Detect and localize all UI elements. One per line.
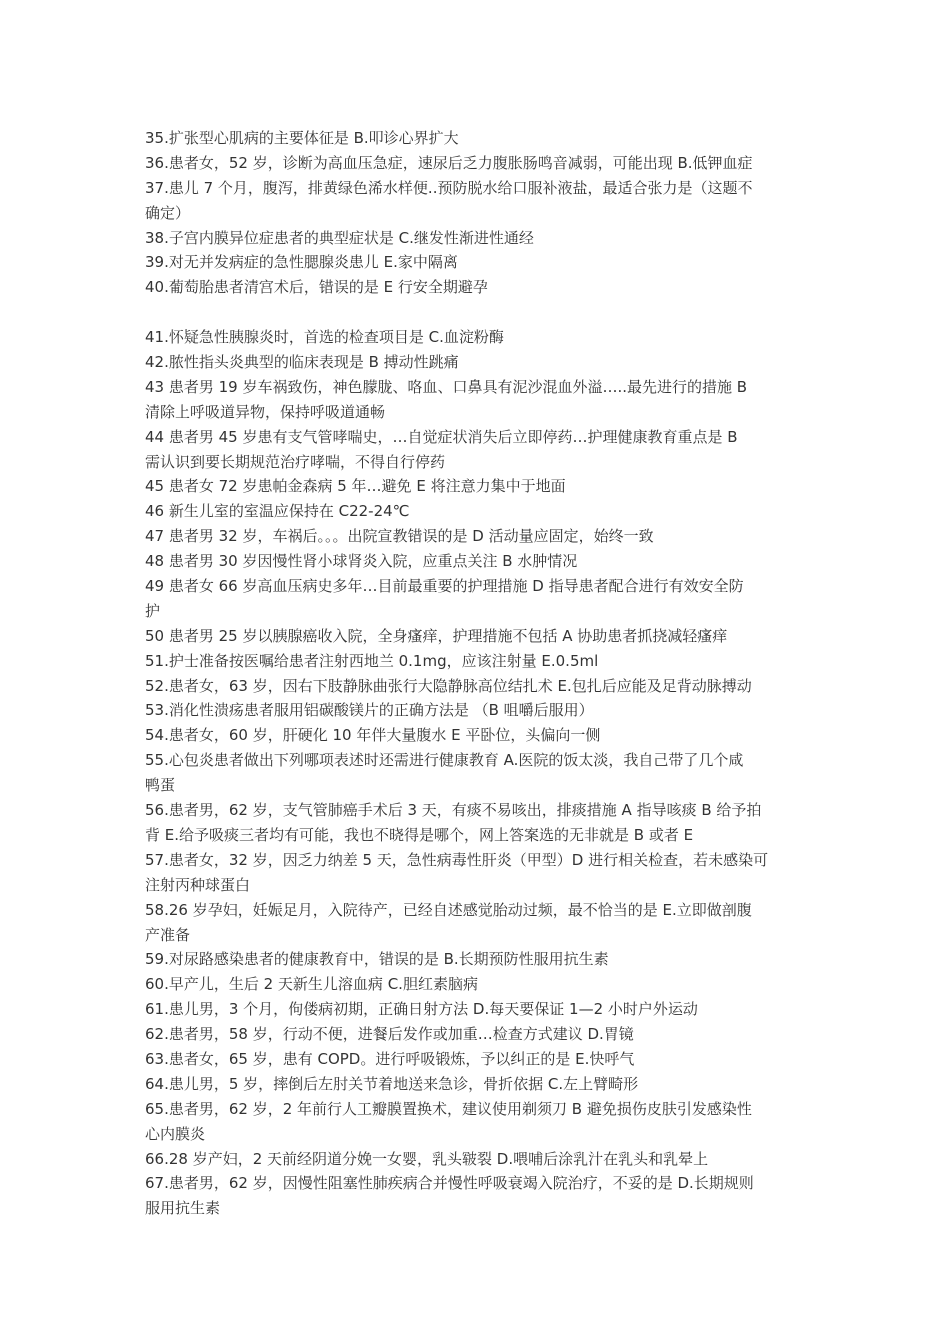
text-line: 59.对尿路感染患者的健康教育中，错误的是 B.长期预防性服用抗生素: [145, 950, 609, 969]
text-line: 66.28 岁产妇，2 天前经阴道分娩一女婴，乳头皲裂 D.喂哺后涂乳汁在乳头和乳晕上: [145, 1149, 709, 1168]
text-line: 58.26 岁孕妇，妊娠足月，入院待产，已经自述感觉胎动过频，最不恰当的是 E.立即做剖腹: [145, 900, 752, 919]
text-line: 36.患者女，52 岁，诊断为高血压急症，速尿后乏力腹胀肠鸣音减弱，可能出现 B.低钾血症: [145, 153, 753, 172]
text-line: 60.早产儿，生后 2 天新生儿溶血病 C.胆红素脑病: [145, 975, 478, 994]
text-line: 35.扩张型心肌病的主要体征是 B.叩诊心界扩大: [145, 129, 459, 147]
text-line: 鸭蛋: [145, 776, 176, 795]
text-line: 确定）: [145, 203, 191, 222]
text-line: 38.子宫内膜异位症患者的典型症状是 C.继发性渐进性通经: [145, 228, 534, 247]
text-line: 57.患者女，32 岁，因乏力纳差 5 天，急性病毒性肝炎（甲型）D 进行相关检查，若未感染可: [145, 850, 769, 869]
text-line: 61.患儿男，3 个月，佝偻病初期，正确日射方法 D.每天要保证 1—2 小时户外运动: [145, 1000, 698, 1019]
text-line: 63.患者女，65 岁，患有 COPD。进行呼吸锻炼，予以纠正的是 E.快呼气: [145, 1049, 635, 1068]
text-line: 42.脓性指头炎典型的临床表现是 B 搏动性跳痛: [145, 353, 459, 372]
text-line: 55.心包炎患者做出下列哪项表述时还需进行健康教育 A.医院的饭太淡，我自己带了几个咸: [145, 751, 744, 770]
text-line: 需认识到要长期规范治疗哮喘，不得自行停药: [145, 452, 446, 471]
text-line: 41.怀疑急性胰腺炎时，首选的检查项目是 C.血淀粉酶: [145, 328, 504, 347]
text-line: 64.患儿男，5 岁，摔倒后左肘关节着地送来急诊，骨折依据 C.左上臂畸形: [145, 1074, 639, 1093]
text-line: 67.患者男，62 岁，因慢性阻塞性肺疾病合并慢性呼吸衰竭入院治疗，不妥的是 D.长期规则: [145, 1174, 754, 1193]
text-line: 47 患者男 32 岁，车祸后。。。出院宣教错误的是 D 活动量应固定，始终一致: [145, 527, 654, 546]
text-line: 45 患者女 72 岁患帕金森病 5 年…避免 E 将注意力集中于地面: [145, 477, 566, 496]
text-line: 51.护士准备按医嘱给患者注射西地兰 0.1mg，应该注射量 E.0.5ml: [145, 651, 599, 670]
text-line: 56.患者男，62 岁，支气管肺癌手术后 3 天，有痰不易咳出，排痰措施 A 指导咳痰 B 给予拍: [145, 801, 762, 820]
text-line: 清除上呼吸道异物，保持呼吸道通畅: [145, 402, 386, 421]
text-line: 44 患者男 45 岁患有支气管哮喘史，…自觉症状消失后立即停药…护理健康教育重点是 B: [145, 427, 738, 446]
text-line: 40.葡萄胎患者清宫术后，错误的是 E 行安全期避孕: [145, 278, 488, 297]
text-line: 46 新生儿室的室温应保持在 C22-24℃: [145, 502, 410, 521]
text-line: 服用抗生素: [145, 1199, 221, 1218]
text-line: 注射丙种球蛋白: [145, 875, 251, 894]
text-line: 产准备: [145, 925, 191, 944]
text-line: 背 E.给予吸痰三者均有可能，我也不晓得是哪个，网上答案选的无非就是 B 或者 E: [145, 825, 694, 844]
paragraph-gap: [145, 300, 810, 325]
text-line: 43 患者男 19 岁车祸致伤，神色朦胧、咯血、口鼻具有泥沙混血外溢…..最先进行的措施 B: [145, 377, 748, 396]
document-body: [145, 126, 810, 1221]
text-line: 37.患儿 7 个月，腹泻，排黄绿色浠水样便..预防脱水给口服补液盐，最适合张力是（这题不: [145, 178, 753, 197]
text-line: 48 患者男 30 岁因慢性肾小球肾炎入院，应重点关注 B 水肿情况: [145, 552, 578, 571]
text-line: 52.患者女，63 岁，因右下肢静脉曲张行大隐静脉高位结扎术 E.包扎后应能及足背动脉搏动: [145, 676, 752, 695]
text-line: 53.消化性溃疡患者服用铝碳酸镁片的正确方法是 （B 咀嚼后服用）: [145, 701, 594, 720]
text-line: 心内膜炎: [145, 1124, 206, 1143]
text-line: 54.患者女，60 岁，肝硬化 10 年伴大量腹水 E 平卧位，头偏向一侧: [145, 726, 601, 745]
text-line: 50 患者男 25 岁以胰腺癌收入院，全身瘙痒，护理措施不包括 A 协助患者抓挠减轻瘙痒: [145, 626, 728, 645]
question-group-41-67: [145, 325, 810, 1221]
text-line: 39.对无并发病症的急性腮腺炎患儿 E.家中隔离: [145, 253, 458, 272]
text-line: 护: [145, 601, 161, 620]
text-line: 65.患者男，62 岁，2 年前行人工瓣膜置换术，建议使用剃须刀 B 避免损伤皮肤引发感染性: [145, 1099, 752, 1118]
question-group-35-40: [145, 126, 810, 300]
text-line: 62.患者男，58 岁，行动不便，进餐后发作或加重…检查方式建议 D.胃镜: [145, 1025, 634, 1044]
text-line: 49 患者女 66 岁高血压病史多年…目前最重要的护理措施 D 指导患者配合进行有效安全防: [145, 577, 744, 596]
